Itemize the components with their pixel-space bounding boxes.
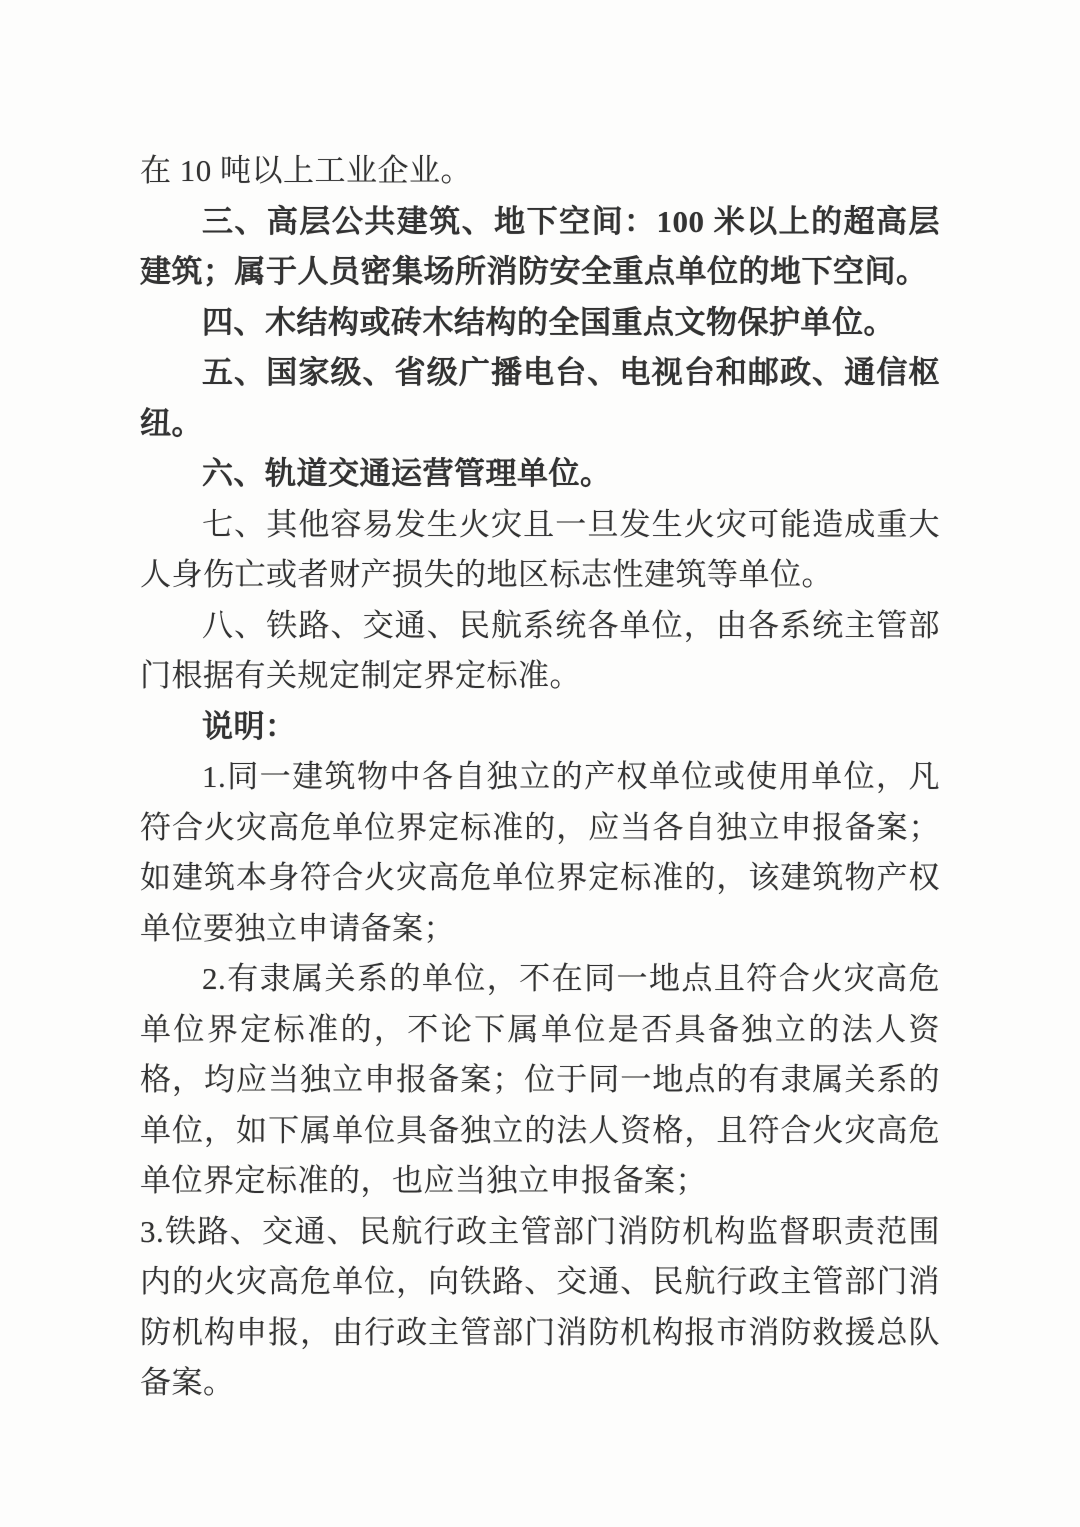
- paragraph: 说明：: [202, 708, 297, 744]
- paragraph: 2.有隶属关系的单位，不在同一地点且符合火灾高危单位界定标准的，不论下属单位是否具备独立的法人资格，均应当独立申报备案；位于同一地点的有隶属关系的单位，如下属单位具备独立的法人资格，且符合火灾高危单位界定标准的，也应当独立申报备案；: [140, 961, 940, 1198]
- paragraph: 三、高层公共建筑、地下空间：100 米以上的超高层建筑；属于人员密集场所消防安全重点单位的地下空间。: [140, 203, 940, 289]
- paragraph: 八、铁路、交通、民航系统各单位，由各系统主管部门根据有关规定制定界定标准。: [140, 607, 940, 693]
- document-body: [140, 146, 940, 1409]
- paragraph: 五、国家级、省级广播电台、电视台和邮政、通信枢纽。: [140, 355, 940, 441]
- paragraph: 六、轨道交通运营管理单位。: [202, 456, 612, 491]
- paragraph: 四、木结构或砖木结构的全国重点文物保护单位。: [202, 304, 895, 340]
- paragraph: 1.同一建筑物中各自独立的产权单位或使用单位，凡符合火灾高危单位界定标准的，应当各自独立申报备案；如建筑本身符合火灾高危单位界定标准的，该建筑物产权单位要独立申请备案；: [140, 759, 940, 946]
- paragraph: 3.铁路、交通、民航行政主管部门消防机构监督职责范围内的火灾高危单位，向铁路、交通、民航行政主管部门消防机构申报，由行政主管部门消防机构报市消防救援总队备案。: [140, 1213, 940, 1400]
- paragraph: 七、其他容易发生火灾且一旦发生火灾可能造成重大人身伤亡或者财产损失的地区标志性建筑等单位。: [140, 506, 940, 592]
- paragraph: 在 10 吨以上工业企业。: [140, 153, 472, 188]
